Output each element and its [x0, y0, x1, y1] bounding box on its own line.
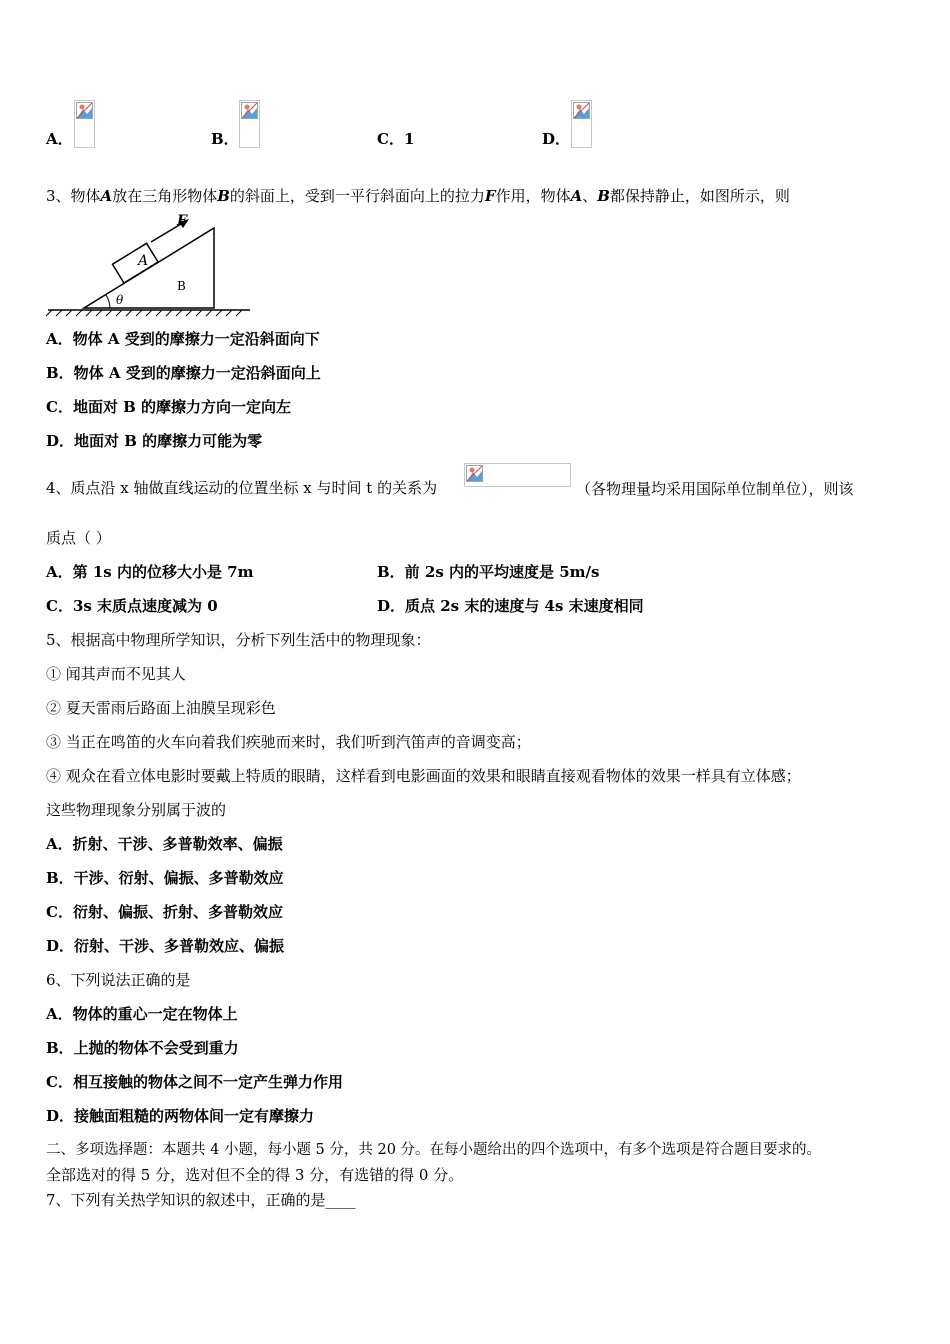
label-theta: θ	[116, 293, 124, 307]
q3-option-b: B．物体 A 受到的摩擦力一定沿斜面向上	[46, 364, 321, 382]
q2-option-a-label: A．	[46, 130, 73, 148]
incline-figure	[46, 214, 252, 318]
q6-stem: 6、下列说法正确的是	[46, 971, 191, 989]
q3-option-d: D．地面对 B 的摩擦力可能为零	[46, 432, 263, 450]
q4-option-c: C．3s 末质点速度减为 0	[46, 597, 218, 615]
q3-stem: 3、物体A放在三角形物体B的斜面上，受到一平行斜面向上的拉力F作用，物体A、B都保持静止，如图所示，则	[46, 187, 790, 205]
label-f: F	[177, 214, 187, 229]
q6-option-d: D．接触面粗糙的两物体间一定有摩擦力	[46, 1107, 315, 1125]
q5-option-c: C．衍射、偏振、折射、多普勒效应	[46, 903, 283, 921]
q5-item-1: ① 闻其声而不见其人	[46, 665, 186, 683]
label-a: A	[138, 253, 149, 269]
q2-option-b-image-icon	[239, 100, 260, 148]
q4-stem-line2: 质点（ ）	[46, 529, 111, 547]
q5-item-2: ② 夏天雷雨后路面上油膜呈现彩色	[46, 699, 276, 717]
q5-summary: 这些物理现象分别属于波的	[46, 801, 227, 819]
q2-option-c: C．1	[377, 130, 415, 148]
q3-option-a: A．物体 A 受到的摩擦力一定沿斜面向下	[46, 330, 320, 348]
q5-option-d: D．衍射、干涉、多普勒效应、偏振	[46, 937, 285, 955]
q2-option-b-label: B．	[211, 130, 239, 148]
q5-stem: 5、根据高中物理所学知识，分析下列生活中的物理现象：	[46, 631, 431, 649]
q7-stem: 7、下列有关热学知识的叙述中，正确的是____	[46, 1191, 356, 1209]
q3-option-c: C．地面对 B 的摩擦力方向一定向左	[46, 398, 292, 416]
q6-option-a: A．物体的重心一定在物体上	[46, 1005, 238, 1023]
q6-option-b: B．上抛的物体不会受到重力	[46, 1039, 239, 1057]
q2-option-a-image-icon	[74, 100, 95, 148]
q4-option-a: A．第 1s 内的位移大小是 7m	[46, 563, 254, 581]
q4-option-d: D．质点 2s 末的速度与 4s 末速度相同	[377, 597, 644, 615]
section2-heading-line2: 全部选对的得 5 分，选对但不全的得 3 分，有选错的得 0 分。	[46, 1166, 464, 1184]
q6-option-c: C．相互接触的物体之间不一定产生弹力作用	[46, 1073, 343, 1091]
q5-item-3: ③ 当正在鸣笛的火车向着我们疾驰而来时，我们听到汽笛声的音调变高；	[46, 733, 531, 751]
section2-heading-line1: 二、多项选择题：本题共 4 小题，每小题 5 分，共 20 分。在每小题给出的四个选项中，有多个选项是符合题目要求的。	[46, 1142, 822, 1158]
q5-option-b: B．干涉、衍射、偏振、多普勒效应	[46, 869, 284, 887]
q4-stem-part1: 4、质点沿 x 轴做直线运动的位置坐标 x 与时间 t 的关系为	[46, 479, 438, 497]
q2-option-d-label: D．	[542, 130, 571, 148]
q4-option-b: B．前 2s 内的平均速度是 5m/s	[377, 563, 600, 581]
q5-item-4: ④ 观众在看立体电影时要戴上特质的眼睛，这样看到电影画面的效果和眼睛直接观看物体的效果一样具有立体感；	[46, 767, 801, 785]
q4-formula-image-icon	[464, 463, 571, 487]
label-b: B	[177, 279, 186, 293]
q4-stem-part2: （各物理量均采用国际单位制单位），则该	[576, 480, 854, 498]
q5-option-a: A．折射、干涉、多普勒效率、偏振	[46, 835, 283, 853]
q2-option-d-image-icon	[571, 100, 592, 148]
